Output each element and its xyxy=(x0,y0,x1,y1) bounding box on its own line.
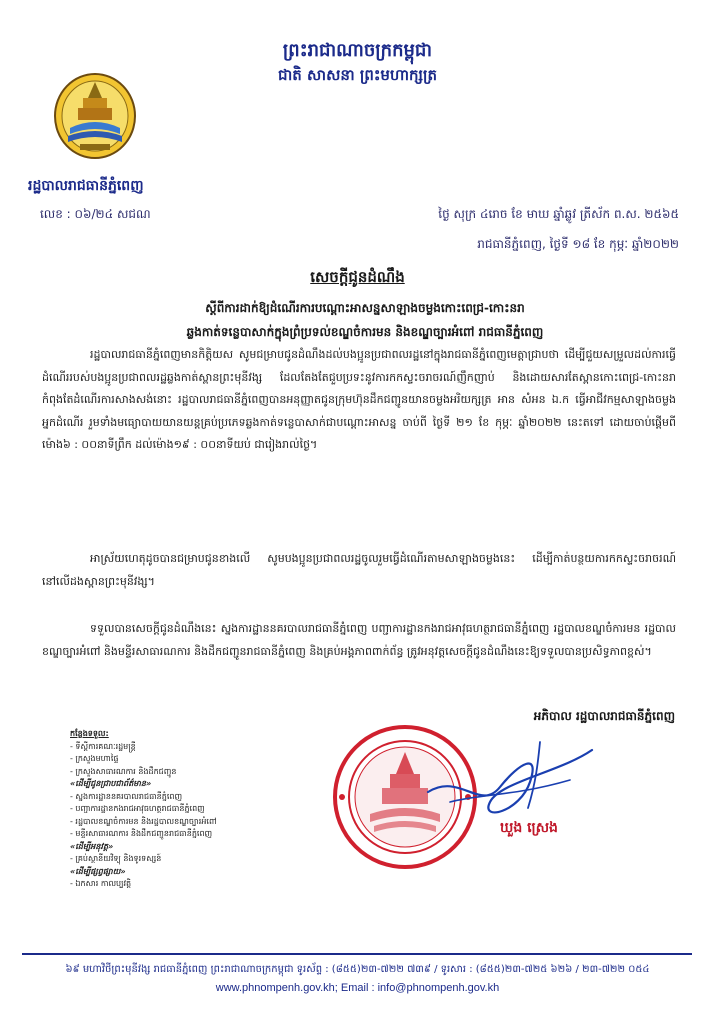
recipient-item: - ស្នងការដ្ឋាននគរបាលរាជធានីភ្នំពេញ xyxy=(70,791,183,801)
signatory-name: ឃួង ស្រេង xyxy=(500,820,558,836)
kingdom-title: ព្រះរាជាណាចក្រកម្ពុជា xyxy=(282,40,433,61)
footer-website: www.phnompenh.gov.kh; Email : info@phnompenh.gov.kh xyxy=(215,982,500,994)
signatory-title: អភិបាល រដ្ឋបាលរាជធានីភ្នំពេញ xyxy=(533,709,675,723)
phnom-penh-emblem-icon xyxy=(50,72,140,164)
footer-address: ៦៩ មហាវិថីព្រះមុនីវង្ស រាជធានីភ្នំពេញ ព្រះរាជាណាចក្រកម្ពុជា ទូរស័ព្ទ : (៨៥៥)២៣-៧២២ ៧៣៩ / ទូរសារ : (៨៥៥)២៣-៧២៥ ៦២៦ / ២៣-៧២២ ០៥៤ xyxy=(65,964,650,975)
body-paragraph-3: ទទួលបានសេចក្តីជូនដំណឹងនេះ ស្នងការដ្ឋាននគរបាលរាជធានីភ្នំពេញ បញ្ជាការដ្ឋានកងរាជអាវុធហត្ថរាជធានីភ្នំពេញ រដ្ឋបាលខណ្ឌចំការមន រដ្ឋបាលខណ្ឌច្បារអំពៅ និងមន្ទីរសាធារណការ និងដឹកជញ្ជូនរាជធានីភ្នំពេញ និងគ្រប់អង្គភាពពាក់ព័ន្ធ ត្រូវអនុវត្តសេចក្តីជូនដំណឹងនេះឱ្យទទួលបានប្រសិទ្ធភាពខ្ពស់។ xyxy=(42,622,676,658)
recipient-purpose: «ដើម្បីផ្សព្វផ្សាយ» xyxy=(70,866,126,876)
recipient-item: - ឯកសារ កាលប្បវត្តិ xyxy=(70,879,132,888)
recipient-purpose: «ដើម្បីជូនជ្រាបជាព័ត៌មាន» xyxy=(70,779,152,788)
recipient-item: - ក្រសួងសាធារណការ និងដឹកជញ្ជូន xyxy=(70,766,177,776)
notice-title: សេចក្តីជូនដំណឹង xyxy=(310,268,405,286)
footer-divider xyxy=(22,953,692,955)
recipient-purpose: «ដើម្បីអនុវត្ត» xyxy=(70,841,114,851)
subject-line-1: ស្តីពីការដាក់ឱ្យដំណើរការបណ្តោះអាសន្នសាឡាងចម្លងកោះពេជ្រ-កោះនរា xyxy=(205,301,525,315)
recipient-item: - ក្រសួងមហាផ្ទៃ xyxy=(70,754,119,763)
lunar-date: ថ្ងៃ សុក្រ ៤រោច ខែ មាឃ ឆ្នាំឆ្លូវ ត្រីស័ក ព.ស. ២៥៦៥ xyxy=(438,207,679,221)
recipient-item: - បញ្ជាការដ្ឋានកងរាជអាវុធហត្ថរាជធានីភ្នំពេញ xyxy=(70,804,205,813)
recipient-item: - រដ្ឋបាលខណ្ឌចំការមន និងរដ្ឋបាលខណ្ឌច្បារអំពៅ xyxy=(70,816,217,826)
recipient-item: - ទីស្តីការគណៈរដ្ឋមន្ត្រី xyxy=(70,741,136,751)
subject-line-2: ឆ្លងកាត់ទន្លេបាសាក់ក្នុងព្រំប្រទល់ខណ្ឌចំការមន និងខណ្ឌច្បារអំពៅ រាជធានីភ្នំពេញ xyxy=(186,325,544,339)
body-paragraph-2: អាស្រ័យហេតុដូចបានជម្រាបជូនខាងលើ សូមបងប្អូនប្រជាពលរដ្ឋចូលរួមធ្វើដំណើរតាមសាឡាងចម្លងនេះ ដើម្បីកាត់បន្ថយការកកស្ទះចរាចរណ៍នៅលើដងស្ពានព្រះមុនីវង្ស។ xyxy=(42,552,676,588)
body-paragraph-1: រដ្ឋបាលរាជធានីភ្នំពេញមានកិត្តិយស សូមជម្រាបជូនដំណឹងដល់បងប្អូនប្រជាពលរដ្ឋនៅក្នុងរាជធានីភ្នំពេញមេត្តាជ្រាបថា ដើម្បីជួយសម្រួលដល់ការធ្វើដំណើររបស់បងប្អូនប្រជាពលរដ្ឋឆ្លងកាត់ស្ពានព្រះមុនីវង្ស ដែលតែងតែជួបប្រទះនូវការកកស្ទះចរាចរណ៍ញឹកញាប់ និងដោយសារតែស្ពានកោះពេជ្រ-កោះនរាកំពុងតែដំណើរការសាងសង់នោះ រដ្ឋបាលរាជធានីភ្នំពេញបានអនុញ្ញាតជូនក្រុមហ៊ុនដឹកជញ្ជូនយានចម្លងអរិយក្សត្រ អាន សំអន ឯ.ក ធ្វើអាជីវកម្មសាឡាងចម្លងអ្នកដំណើរ រួមទាំងមធ្យោបាយយានយន្តគ្រប់ប្រភេទឆ្លងកាត់ទន្លេបាសាក់ជាបណ្តោះអាសន្ន ចាប់ពី ថ្ងៃទី ២១ ខែ កុម្ភៈ ឆ្នាំ២០២២ នេះតទៅ ដោយចាប់ផ្តើមពីម៉ោង៦ : ០០នាទីព្រឹក ដល់ម៉ោង១៩ : ០០នាទីយប់ ជារៀងរាល់ថ្ងៃ។ xyxy=(42,348,676,451)
issuing-office: រដ្ឋបាលរាជធានីភ្នំពេញ xyxy=(28,178,144,194)
recipient-item: - គ្រប់ស្ថានីយវិទ្យុ និងទូរទស្សន៍ xyxy=(70,854,162,863)
reference-number: លេខ : ០៦/២៤ សជណ xyxy=(40,207,151,221)
solar-date: រាជធានីភ្នំពេញ, ថ្ងៃទី ១៨ ខែ កុម្ភៈ ឆ្នាំ២០២២ xyxy=(477,237,679,251)
notice-subject xyxy=(70,296,660,344)
recipients-list xyxy=(70,728,330,891)
recipients-heading: កន្លែងទទួល: xyxy=(70,729,109,738)
national-motto: ជាតិ សាសនា ព្រះមហាក្សត្រ xyxy=(278,66,437,84)
handwritten-signature-icon xyxy=(420,732,600,832)
recipient-item: - មន្ទីរសាធារណការ និងដឹកជញ្ជូនរាជធានីភ្នំពេញ xyxy=(70,829,213,838)
